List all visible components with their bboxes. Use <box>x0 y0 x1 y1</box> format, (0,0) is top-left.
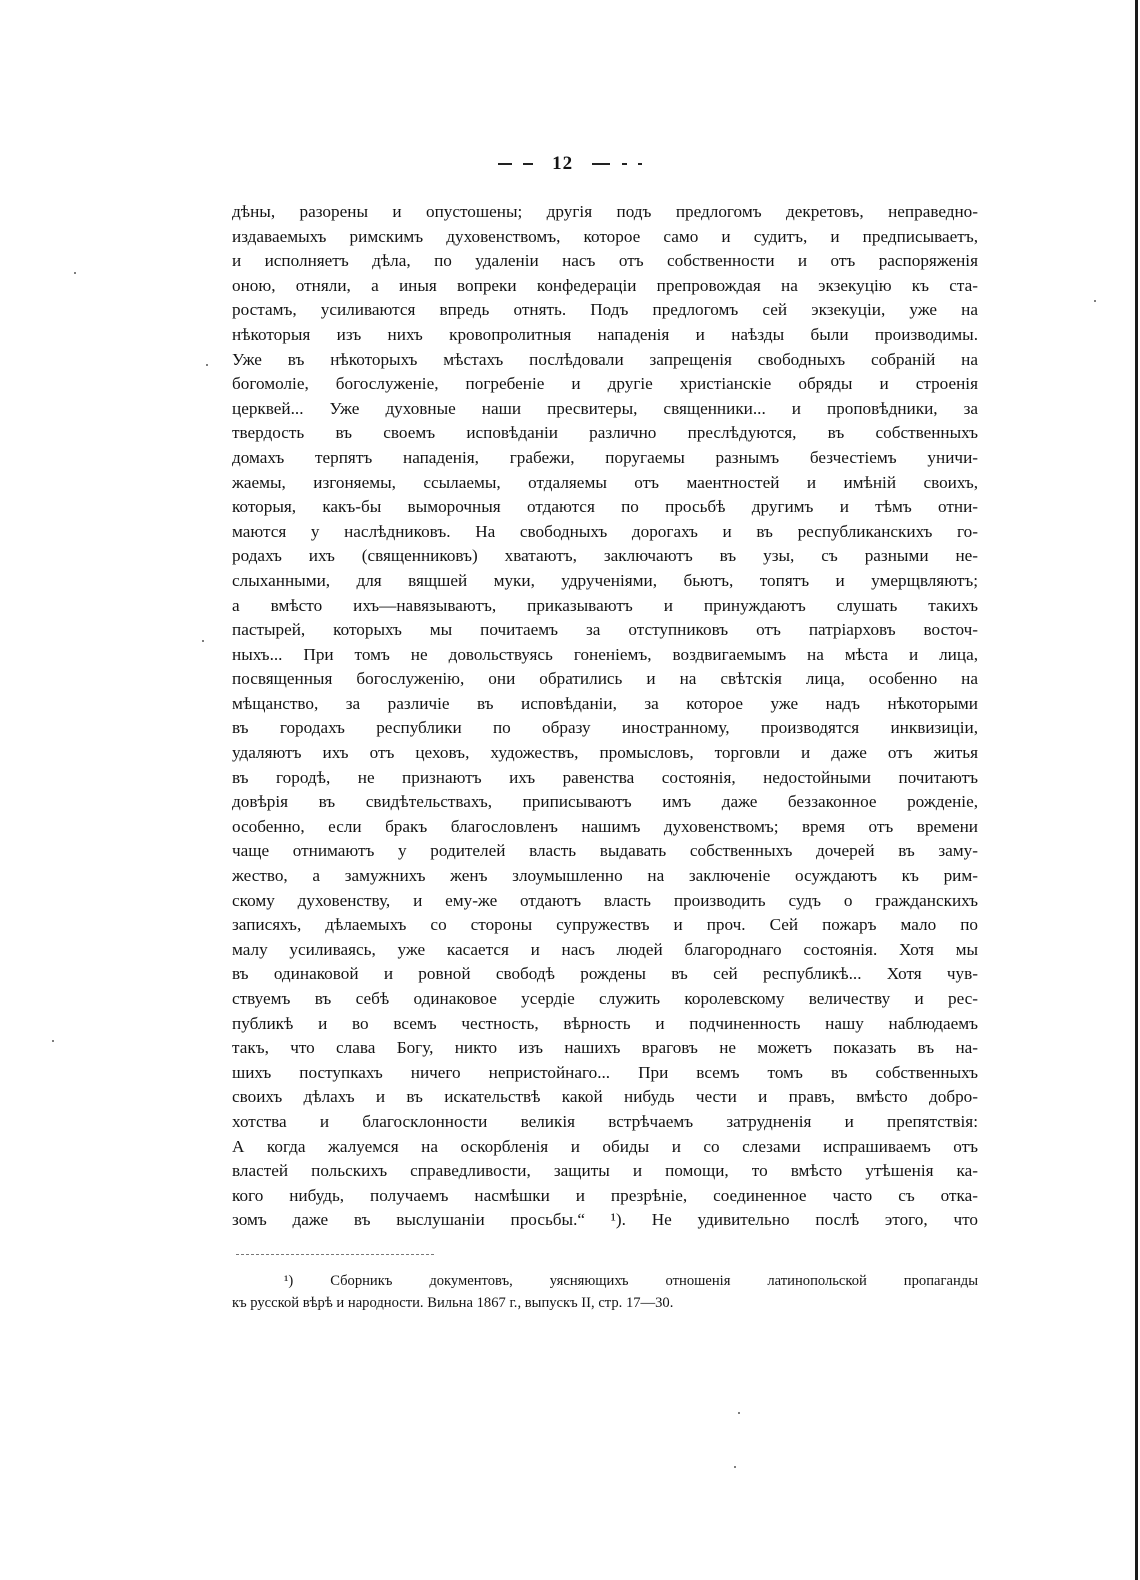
header-dash <box>523 163 533 165</box>
body-line: въ городѣ, не признаютъ ихъ равенства состоянія, недостойными почитаютъ <box>232 767 978 787</box>
body-line: Уже въ нѣкоторыхъ мѣстахъ послѣдовали запрещенія свободныхъ собраній на <box>232 349 978 369</box>
page-edge-shadow <box>1135 0 1138 1580</box>
body-line: ныхъ... При томъ не довольствуясь гоненіемъ, воздвигаемымъ на мѣста и лица, <box>232 644 978 664</box>
body-line: чаще отнимаютъ у родителей власть выдавать собственныхъ дочерей въ заму- <box>232 841 978 861</box>
header-dash <box>638 163 642 165</box>
body-line: маются у наслѣдниковъ. На свободныхъ дорогахъ и въ республиканскихъ го- <box>232 521 978 541</box>
body-line: въ городахъ республики по образу иностранному, производятся инквизиціи, <box>232 718 978 738</box>
body-line: дѣны, разорены и опустошены; другія подъ предлогомъ декретовъ, неправедно- <box>232 202 978 221</box>
scan-speck <box>1094 300 1096 302</box>
body-line: нѣкоторыя изъ нихъ кровопролитныя нападенія и наѣзды были производимы. <box>232 324 978 344</box>
scan-speck <box>734 1466 736 1468</box>
body-line: зомъ даже въ выслушаніи просьбы.“ ¹). Не удивительно послѣ этого, что <box>232 1210 978 1230</box>
body-text <box>232 200 978 1233</box>
footnotes <box>232 1270 978 1314</box>
body-line: своихъ дѣлахъ и въ искательствѣ какой нибудь чести и правъ, вмѣсто добро- <box>232 1087 978 1107</box>
body-line: въ одинаковой и ровной свободѣ рождены въ сей республикѣ... Хотя чув- <box>232 964 978 984</box>
body-line: ростамъ, усиливаются впредь отнять. Подъ предлогомъ сей экзекуціи, уже на <box>232 300 978 320</box>
body-line: пастырей, которыхъ мы почитаемъ за отступниковъ отъ патріарховъ восточ- <box>232 620 978 640</box>
body-line: шихъ поступкахъ ничего непристойнаго... При всемъ томъ въ собственныхъ <box>232 1062 978 1082</box>
body-line: домахъ терпятъ нападенія, грабежи, поругаемы разнымъ безчестіемъ уничи- <box>232 447 978 467</box>
footnote-line: къ русской вѣрѣ и народности. Вильна 1867 г., выпускъ II, стр. 17—30. <box>232 1295 674 1311</box>
scan-speck <box>738 1412 740 1414</box>
body-line: а вмѣсто ихъ—навязываютъ, приказываютъ и принуждаютъ слушать такихъ <box>232 595 978 615</box>
body-line: слыханными, для вящшей муки, удрученіями, бьютъ, топятъ и умерщвляютъ; <box>232 570 978 590</box>
body-line: жество, а замужнихъ женъ злоумышленно на заключеніе осуждаютъ къ рим- <box>232 866 978 886</box>
body-line: посвященныя богослуженію, они обратились и на свѣтскія лица, особенно на <box>232 669 978 689</box>
body-line: удаляютъ ихъ отъ цеховъ, художествъ, промысловъ, торговли и даже отъ житья <box>232 743 978 763</box>
body-line: такъ, что слава Богу, никто изъ нашихъ враговъ не можетъ показать въ на- <box>232 1038 978 1058</box>
body-line: довѣрія въ свидѣтельствахъ, приписываютъ имъ даже беззаконное рожденіе, <box>232 792 978 812</box>
header-dash <box>622 163 627 165</box>
body-line: жаемы, изгоняемы, ссылаемы, отдаляемы отъ маентностей и имѣній своихъ, <box>232 472 978 492</box>
body-line: особенно, если бракъ благословленъ нашимъ духовенствомъ; время отъ времени <box>232 816 978 836</box>
header-dash <box>592 163 610 165</box>
body-line: А когда жалуемся на оскорбленія и обиды и со слезами испрашиваемъ отъ <box>232 1136 978 1156</box>
body-line: хотства и благосклонности великія встрѣчаемъ затрудненія и препятствія: <box>232 1111 978 1131</box>
header-dash <box>498 163 512 165</box>
body-line: скому духовенству, и ему-же отдаютъ власть производить судъ о гражданскихъ <box>232 890 978 910</box>
body-line: кого нибудь, получаемъ насмѣшки и презрѣніе, соединенное часто съ отка- <box>232 1185 978 1205</box>
body-line: малу усиливаясь, уже касается и насъ людей благороднаго состоянія. Хотя мы <box>232 939 978 959</box>
body-line: ствуемъ въ себѣ одинаковое усердіе служить королевскому величеству и рес- <box>232 989 978 1008</box>
body-line: публикѣ и во всемъ честность, вѣрность и подчиненность нашу наблюдаемъ <box>232 1013 978 1033</box>
body-line: издаваемыхъ римскимъ духовенствомъ, которое само и судитъ, и предписываетъ, <box>232 226 978 246</box>
body-line: властей польскихъ справедливости, защиты и помощи, то вмѣсто утѣшенія ка- <box>232 1161 978 1181</box>
body-line: родахъ ихъ (священниковъ) хватаютъ, заключаютъ въ узы, съ разными не- <box>232 546 978 566</box>
page-header <box>0 152 1140 175</box>
footnote-separator <box>236 1254 434 1255</box>
body-line: церквей... Уже духовные наши пресвитеры, священники... и проповѣдники, за <box>232 398 978 418</box>
body-line: мѣщанство, за различіе въ исповѣданіи, за которое уже надъ нѣкоторыми <box>232 693 978 713</box>
scan-speck <box>52 1040 54 1042</box>
page-number: 12 <box>552 152 574 174</box>
footnote-line: ¹) Сборникъ документовъ, уясняющихъ отношенія латинопольской пропаганды <box>284 1273 978 1289</box>
body-line: и исполняетъ дѣла, по удаленіи насъ отъ собственности и отъ распоряженія <box>232 251 978 271</box>
scan-speck <box>202 640 204 642</box>
body-line: которыя, какъ-бы выморочныя отдаются по просьбѣ другимъ и тѣмъ отни- <box>232 497 978 517</box>
scan-speck <box>206 364 208 366</box>
body-line: твердость въ своемъ исповѣданіи различно преслѣдуются, въ собственныхъ <box>232 423 978 443</box>
body-line: записяхъ, дѣлаемыхъ со стороны супружествъ и проч. Сей пожаръ мало по <box>232 915 978 935</box>
body-line: богомоліе, богослуженіе, погребеніе и другіе христіанскіе обряды и строенія <box>232 374 978 394</box>
body-line: оною, отняли, а иныя вопреки конфедераціи препровождая на экзекуцію къ ста- <box>232 275 978 295</box>
scan-speck <box>74 272 76 274</box>
